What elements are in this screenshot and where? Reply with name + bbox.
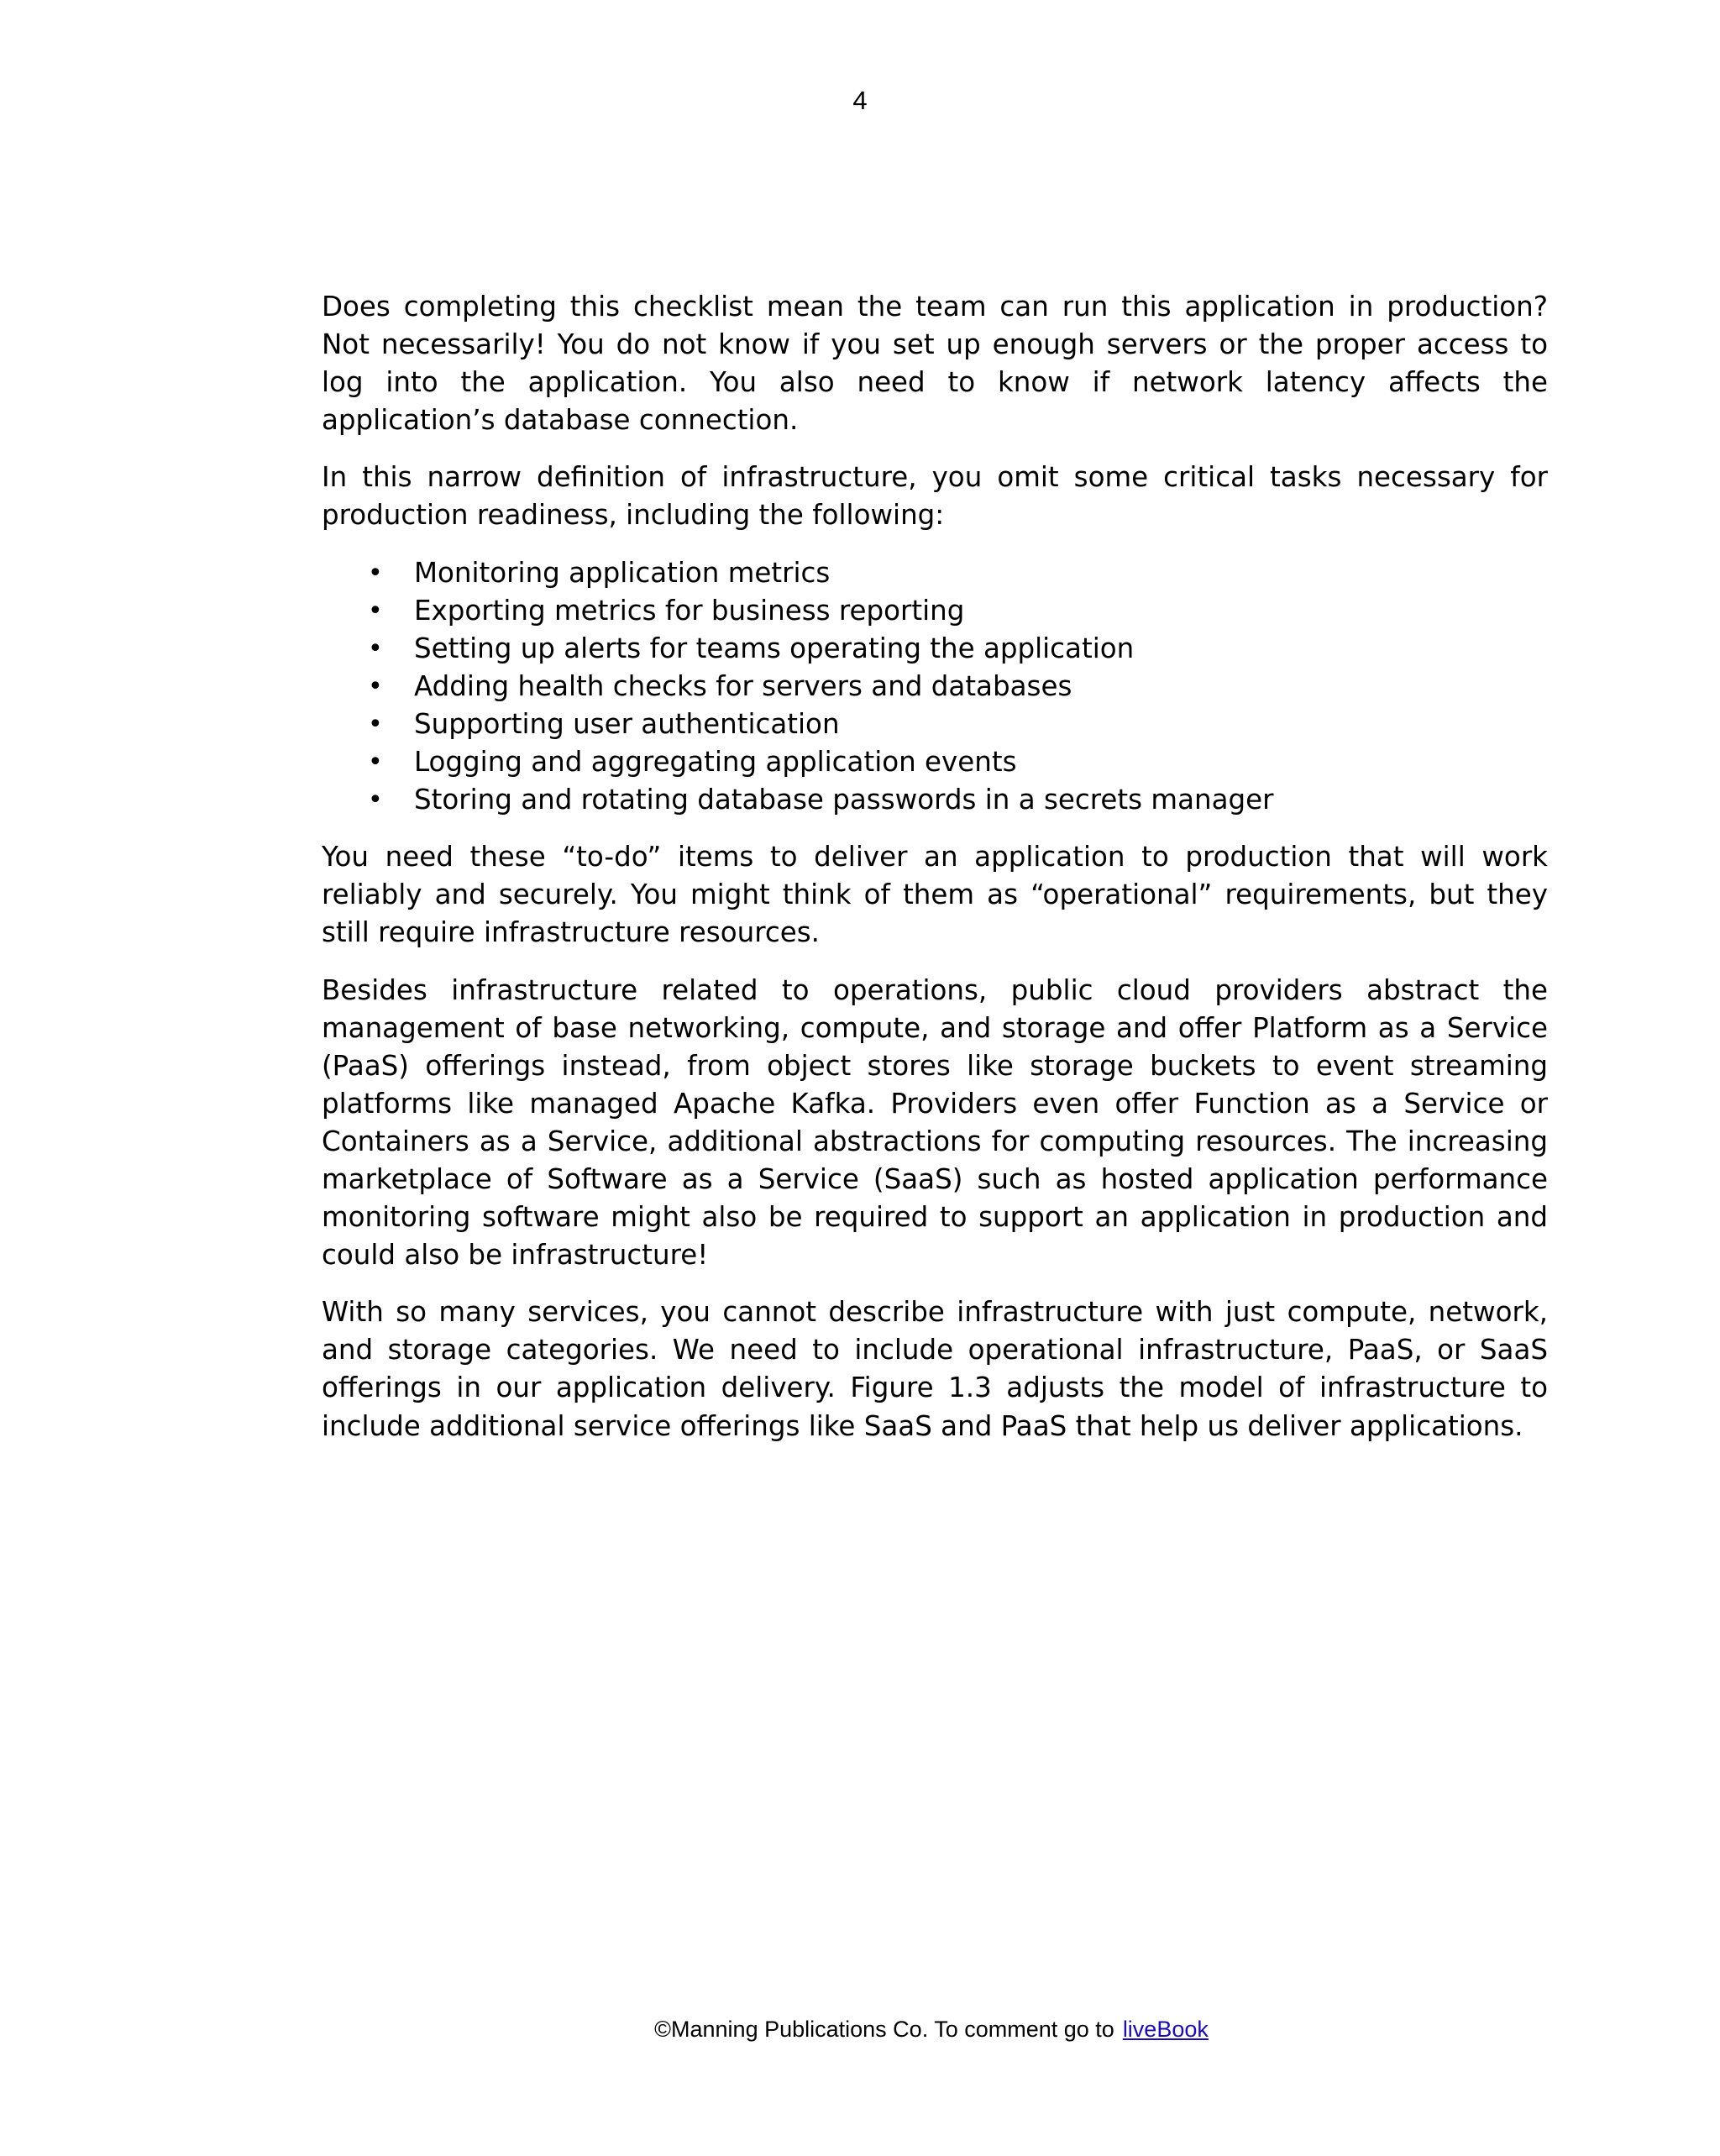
list-item: • Monitoring application metrics	[322, 554, 1548, 592]
livebook-link[interactable]: liveBook	[1122, 2017, 1209, 2042]
list-item: • Logging and aggregating application events	[322, 743, 1548, 781]
paragraph-todo-items: You need these “to-do” items to deliver an application to production that will work reliably and securely. You might think of them as “operational” requirements, but they still require infrastructure resources.	[322, 841, 1548, 949]
footer-copyright: ©Manning Publications Co. To comment go to	[654, 2017, 1114, 2042]
bullet-icon: •	[368, 671, 383, 701]
bullet-icon: •	[368, 558, 383, 588]
list-item: • Adding health checks for servers and databases	[322, 668, 1548, 706]
paragraph-public-cloud: Besides infrastructure related to operations, public cloud providers abstract the management of base networking, compute, and storage and offer Platform as a Service (PaaS) offerings instead, from object stores like storage buckets to event streaming platforms like managed Apache Kafka. Providers even offer Function as a Service or Containers as a Service, additional abstractions for computing resources. The increasing marketplace of Software as a Service (SaaS) such as hosted application performance monitoring software might also be required to support an application in production and could also be infrastructure!	[322, 973, 1548, 1272]
paragraph-checklist: Does completing this checklist mean the team can run this application in production? Not necessarily! You do not know if you set up enough servers or the proper access to log into the application. You also need to know if network latency affects the application’s database connection.	[322, 291, 1548, 437]
footer	[0, 2014, 1720, 2044]
list-item: • Setting up alerts for teams operating the application	[322, 630, 1548, 668]
list-item: • Exporting metrics for business reporting	[322, 592, 1548, 630]
paragraph-narrow-definition: In this narrow definition of infrastructure, you omit some critical tasks necessary for production readiness, including the following:	[322, 461, 1548, 532]
bullet-icon: •	[368, 785, 383, 816]
list-item: • Storing and rotating database passwords in a secrets manager	[322, 781, 1548, 819]
bullet-icon: •	[368, 633, 383, 664]
paragraph-many-services: With so many services, you cannot describe infrastructure with just compute, network, and storage categories. We need to include operational infrastructure, PaaS, or SaaS offerings in our application delivery. Figure 1.3 adjusts the model of infrastructure to include additional service offerings like SaaS and PaaS that help us deliver applications.	[322, 1296, 1548, 1442]
bullet-icon: •	[368, 595, 383, 626]
bullet-icon: •	[368, 709, 383, 739]
list-item: • Supporting user authentication	[322, 706, 1548, 743]
page-number: 4	[852, 86, 868, 115]
bullet-icon: •	[368, 748, 383, 778]
body-text	[322, 288, 1548, 1465]
task-list	[322, 554, 1548, 820]
